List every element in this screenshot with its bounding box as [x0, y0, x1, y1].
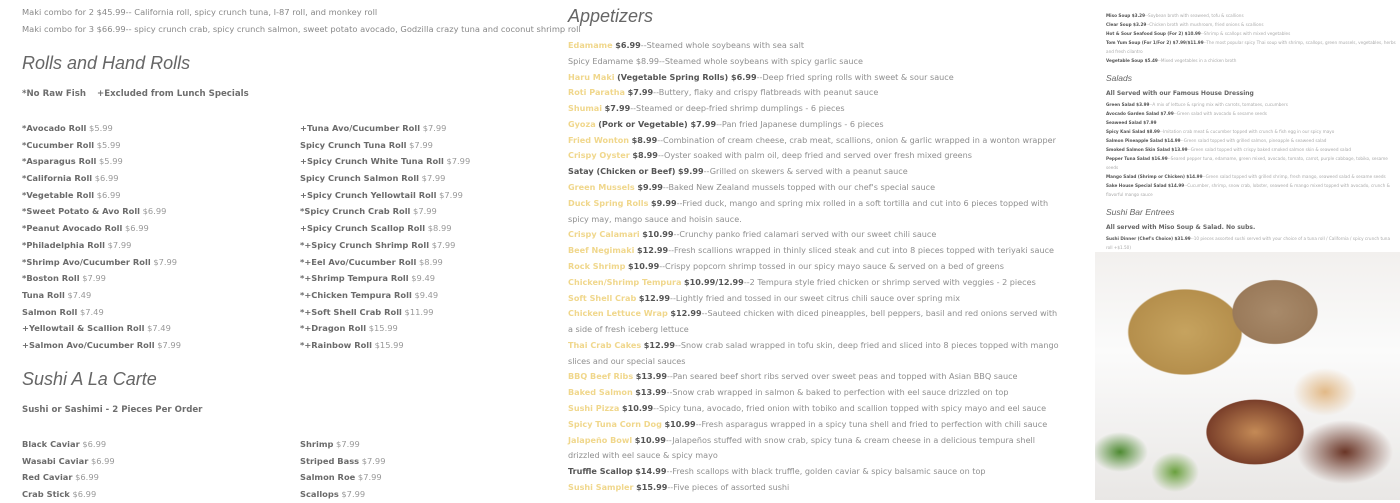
appetizer-description: --Fresh scallions wrapped in thinly sliced steak and cut into 8 pieces topped with teriyaki sauce	[668, 245, 1055, 256]
item-price: $11.99	[404, 306, 434, 317]
food-photo-hibachi-plate	[1095, 252, 1400, 500]
item-price: $5.99	[89, 123, 113, 133]
item-name: *+Soft Shell Crab Roll	[300, 306, 402, 317]
menu-item	[1106, 145, 1396, 154]
item-price: $15.99	[374, 339, 404, 350]
appetizer-name: Crispy Calamari	[568, 229, 640, 240]
item-name: Salmon Roll	[22, 306, 78, 317]
appetizer-name: Spicy Tuna Corn Dog	[568, 418, 662, 429]
item-name: Red Caviar	[22, 472, 73, 483]
appetizer-item	[568, 54, 1060, 70]
appetizer-price: $12.99	[636, 245, 669, 256]
menu-item	[300, 137, 470, 154]
appetizer-name: Sushi Sampler	[568, 481, 634, 492]
menu-item	[22, 453, 115, 470]
item-price: $7.99	[422, 123, 447, 133]
item-name: +Tuna Avo/Cucumber Roll	[300, 123, 421, 133]
item-price: $7.49	[67, 289, 92, 300]
item-name-price: Tom Yum Soup (For 1/For 2) $7.99/$11.99	[1106, 40, 1204, 45]
item-description: --Green salad with avocado & sesame seeds	[1173, 111, 1267, 116]
appetizer-name: Roti Paratha	[568, 87, 625, 98]
appetizer-price: $10.99	[642, 229, 674, 240]
item-name: *Peanut Avocado Roll	[22, 223, 123, 234]
appetizer-item	[568, 417, 1060, 433]
appetizer-name: Edamame	[568, 40, 613, 50]
item-name-price: Sake House Special Salad $14.99	[1106, 183, 1185, 188]
soups-list	[1106, 11, 1396, 65]
item-name: Salmon Roe	[300, 472, 356, 483]
menu-item	[22, 304, 181, 321]
menu-item	[1106, 38, 1396, 56]
salads-list	[1106, 100, 1396, 199]
appetizer-item	[568, 275, 1060, 291]
item-name: Black Caviar	[22, 439, 80, 449]
entrees-list	[1106, 234, 1396, 252]
menu-item	[1106, 136, 1396, 145]
appetizer-name: Thai Crab Cakes	[568, 339, 642, 350]
rolls-list-right	[300, 120, 470, 354]
item-description: --Soybean broth with seaweed, tofu & scallions	[1145, 13, 1244, 18]
appetizer-item	[568, 164, 1060, 180]
appetizer-description: --2 Tempura style fried chicken or shrimp served with veggies - 2 pieces	[743, 276, 1036, 287]
item-price: $7.99	[341, 489, 366, 500]
item-description: --The most popular spicy Thai soup with shrimp, scallops, green mussels, vegetables, herbs and fresh cilantro	[1106, 40, 1396, 54]
appetizer-description: --Steamed whole soybeans with spicy garlic sauce	[659, 55, 863, 66]
appetizer-item	[568, 401, 1060, 417]
appetizer-item	[568, 196, 1060, 228]
appetizer-name: Rock Shrimp	[568, 260, 626, 271]
appetizer-description: --Jalapeños stuffed with snow crab, spicy tuna & cream cheese in a delicious tempura shell drizzled with eel sauce & spicy mayo	[568, 434, 1036, 461]
excluded-note: +Excluded from Lunch Specials	[97, 89, 249, 99]
item-price: $7.99	[157, 339, 181, 350]
appetizer-item	[568, 227, 1060, 243]
appetizer-name: Soft Shell Crab	[568, 292, 637, 303]
item-name: *+Rainbow Roll	[300, 339, 372, 350]
item-price: $5.99	[99, 156, 123, 167]
appetizer-price: $9.99	[678, 166, 704, 177]
item-name-price: Salmon Pineapple Salad $14.99	[1106, 138, 1181, 143]
appetizer-price: $8.99	[635, 55, 660, 66]
appetizer-item	[568, 464, 1060, 480]
appetizer-name: Sushi Pizza	[568, 402, 620, 413]
appetizer-price: $13.99	[635, 371, 667, 382]
menu-item	[300, 187, 470, 204]
item-price: $6.99	[82, 439, 107, 449]
appetizer-description: --Steamed whole soybeans with sea salt	[640, 40, 804, 50]
appetizer-description: --Baked New Zealand mussels topped with our chef's special sauce	[662, 182, 936, 193]
menu-item	[22, 287, 181, 304]
appetizer-item	[568, 480, 1060, 496]
appetizer-price: $14.99	[635, 466, 667, 477]
item-name: *Sweet Potato & Avo Roll	[22, 206, 141, 217]
appetizer-name: Green Mussels	[568, 182, 635, 193]
item-description: --Green salad topped with grilled shrimp, fresh mango, seaweed salad & sesame seeds	[1202, 174, 1386, 179]
alacarte-list-left	[22, 436, 115, 503]
appetizer-description: --Snow crab salad wrapped in tofu skin, deep fried and sliced into 8 pieces topped with mango slices and our special sauces	[568, 339, 1059, 366]
appetizer-name: Truffle Scallop	[568, 466, 633, 477]
menu-item	[1106, 118, 1396, 127]
item-description: --Imitation crab meat & cucumber topped with crunch & fish egg in our spicy mayo	[1159, 129, 1335, 134]
item-name-price: Mango Salad (Shrimp or Chicken) $14.99	[1106, 174, 1203, 179]
item-price: $6.99	[142, 206, 167, 217]
appetizer-name: Spicy Edamame	[568, 55, 634, 66]
menu-item	[300, 486, 385, 503]
item-name: Tuna Roll	[22, 289, 65, 300]
appetizer-description: --Pan fried Japanese dumplings - 6 pieces	[716, 118, 884, 129]
item-price: $6.99	[125, 223, 149, 234]
appetizer-description: --Grilled on skewers & served with a peanut sauce	[703, 166, 908, 177]
item-price: $5.99	[96, 139, 121, 150]
appetizer-price: (Pork or Vegetable) $7.99	[598, 118, 717, 129]
appetizer-description: --Fresh scallops with black truffle, golden caviar & spicy balsamic sauce on top	[666, 466, 986, 477]
menu-item	[22, 237, 181, 254]
appetizers-list	[568, 38, 1060, 496]
item-price: $7.99	[82, 273, 106, 284]
item-name: *Boston Roll	[22, 273, 80, 284]
menu-item	[22, 220, 181, 237]
appetizer-item	[568, 338, 1060, 370]
appetizer-price: $13.99	[635, 387, 667, 398]
item-price: $7.99	[409, 139, 433, 150]
item-price: $6.99	[75, 472, 99, 483]
item-description: --Seared pepper tuna, edamame, green mixed, avocado, tomato, carrot, purple cabbage, tobiko, sesame seeds	[1106, 156, 1388, 170]
menu-item	[300, 436, 385, 453]
item-name-price: Green Salad $3.99	[1106, 102, 1150, 107]
item-price: $7.99	[153, 256, 178, 267]
item-name: *Shrimp Avo/Cucumber Roll	[22, 256, 151, 267]
appetizer-name: Baked Salmon	[568, 387, 633, 398]
appetizer-name: Shumai	[568, 103, 603, 114]
menu-item	[300, 203, 470, 220]
item-name: Spicy Crunch Tuna Roll	[300, 139, 407, 150]
appetizer-description: --Deep fried spring rolls with sweet & sour sauce	[756, 71, 954, 82]
maki-combo-2: Maki combo for 2 $45.99-- California roll, spicy crunch tuna, I-87 roll, and monkey roll	[22, 7, 378, 17]
appetizer-item	[568, 133, 1060, 149]
item-price: $7.49	[79, 306, 104, 317]
item-price: $8.99	[427, 223, 452, 234]
item-name-price: Clear Soup $3.29	[1106, 22, 1147, 27]
menu-item	[22, 270, 181, 287]
appetizer-price: $10.99/12.99	[684, 276, 744, 287]
item-price: $15.99	[368, 323, 398, 334]
item-name-price: Pepper Tuna Salad $16.99	[1106, 156, 1168, 161]
appetizer-name: Gyoza	[568, 118, 596, 129]
appetizer-item	[568, 117, 1060, 133]
menu-item	[22, 436, 115, 453]
item-name: *+Shrimp Tempura Roll	[300, 273, 409, 284]
item-description: --Green salad topped with grilled salmon, pineapple & seaweed salad	[1180, 138, 1327, 143]
item-price: $6.99	[96, 189, 121, 200]
salads-subtitle: All Served with our Famous House Dressing	[1106, 90, 1254, 97]
appetizer-price: $12.99	[670, 308, 702, 319]
appetizer-name: Chicken Lettuce Wrap	[568, 308, 668, 319]
menu-item	[1106, 20, 1396, 29]
menu-item	[300, 337, 470, 354]
entrees-subtitle: All served with Miso Soup & Salad. No subs.	[1106, 224, 1256, 231]
appetizer-description: --Steamed or deep-fried shrimp dumplings - 6 pieces	[630, 103, 845, 114]
menu-item	[300, 287, 470, 304]
soups-heading-cut	[1106, 0, 1396, 9]
menu-item	[300, 153, 470, 170]
item-name: *+Eel Avo/Cucumber Roll	[300, 256, 417, 267]
appetizer-name: Duck Spring Rolls	[568, 197, 649, 208]
appetizer-price: $15.99	[636, 481, 668, 492]
item-name: *California Roll	[22, 173, 93, 184]
appetizer-description: --Lightly fried and tossed in our sweet citrus chili sauce over spring mix	[670, 292, 960, 303]
appetizer-item	[568, 291, 1060, 307]
appetizer-description: --Crispy popcorn shrimp tossed in our spicy mayo sauce & served on a bed of greens	[659, 260, 1004, 271]
item-price: $8.99	[419, 256, 443, 267]
appetizer-item	[568, 433, 1060, 465]
menu-item	[300, 469, 385, 486]
item-price: $6.99	[94, 173, 119, 184]
item-name: +Spicy Crunch Yellowtail Roll	[300, 189, 437, 200]
appetizer-price: $7.99	[604, 103, 631, 114]
appetizer-description: --Five pieces of assorted sushi	[667, 481, 790, 492]
menu-item	[22, 486, 115, 503]
appetizer-name: Satay (Chicken or Beef)	[568, 166, 676, 177]
appetizer-description: --Crunchy panko fried calamari served with our sweet chili sauce	[673, 229, 937, 240]
appetizer-name: Beef Negimaki	[568, 245, 635, 256]
menu-item	[1106, 100, 1396, 109]
item-name-price: Smoked Salmon Skin Salad $13.99	[1106, 147, 1188, 152]
item-name: *+Dragon Roll	[300, 323, 367, 334]
item-name-price: Sushi Dinner (Chef's Choice) $31.99	[1106, 236, 1191, 241]
item-name: *+Chicken Tempura Roll	[300, 289, 412, 300]
item-price: $7.99	[336, 439, 360, 449]
item-description: --Cucumber, shrimp, snow crab, lobster, seaweed & mango mixed topped with avocado, crunch & flavorful mango sauce	[1106, 183, 1390, 197]
item-price: $9.49	[411, 273, 436, 284]
appetizer-price: $10.99	[621, 402, 654, 413]
appetizer-item	[568, 101, 1060, 117]
appetizer-item	[568, 85, 1060, 101]
menu-item	[1106, 127, 1396, 136]
menu-item	[1106, 109, 1396, 118]
appetizer-description: --Fried duck, mango and spring mix rolled in a soft tortilla and cut into 6 pieces topped with spicy may, mango sauce and hoisin sauce.	[568, 197, 1049, 224]
appetizer-name: BBQ Beef Ribs	[568, 371, 634, 382]
menu-item	[300, 220, 470, 237]
item-description: --Shrimp & scallops with mixed vegetables	[1200, 31, 1291, 36]
menu-item	[22, 153, 181, 170]
item-description: --Chicken broth with mushroom, fried onions & scallions	[1146, 22, 1264, 27]
item-price: $6.99	[90, 455, 115, 466]
appetizer-price: $8.99	[631, 134, 658, 145]
appetizer-name: Crispy Oyster	[568, 150, 630, 161]
rolls-heading: Rolls and Hand Rolls	[22, 53, 191, 73]
menu-item	[1106, 29, 1396, 38]
appetizer-description: --Fresh asparagus wrapped in a spicy tuna shell and fried to perfection with chili sauce	[695, 418, 1048, 429]
item-name: Scallops	[300, 489, 339, 500]
menu-item	[22, 120, 181, 137]
no-raw-fish-note: *No Raw Fish	[22, 89, 86, 99]
appetizer-item	[568, 259, 1060, 275]
item-name: +Spicy Crunch Scallop Roll	[300, 223, 426, 234]
item-name: +Salmon Avo/Cucumber Roll	[22, 339, 155, 350]
item-name: Shrimp	[300, 439, 334, 449]
menu-item	[22, 337, 181, 354]
item-price: $7.99	[413, 206, 437, 217]
appetizer-price: $9.99	[637, 182, 663, 193]
item-name: Striped Bass	[300, 455, 360, 466]
item-price: $7.99	[357, 472, 382, 483]
item-name: +Yellowtail & Scallion Roll	[22, 323, 145, 334]
appetizer-item	[568, 180, 1060, 196]
appetizer-price: $7.99	[627, 87, 654, 98]
item-name: *+Spicy Crunch Shrimp Roll	[300, 239, 430, 250]
appetizer-item	[568, 306, 1060, 338]
salads-heading: Salads	[1106, 73, 1132, 83]
item-name: *Vegetable Roll	[22, 189, 95, 200]
item-description: --A mix of lettuce & spring mix with carrots, tomatoes, cucumbers	[1149, 102, 1288, 107]
item-name: Wasabi Caviar	[22, 455, 89, 466]
item-price: $7.99	[361, 455, 386, 466]
item-price: $7.99	[421, 173, 446, 184]
appetizer-description: --Sauteed chicken with diced pineapples, bell peppers, basil and red onions served with a side of fresh iceberg lettuce	[568, 308, 1058, 335]
appetizer-description: --Snow crab wrapped in salmon & baked to perfection with eel sauce drizzled on top	[666, 387, 1009, 398]
alacarte-heading: Sushi A La Carte	[22, 369, 157, 389]
appetizer-price: (Vegetable Spring Rolls) $6.99	[617, 71, 757, 82]
appetizer-name: Haru Maki	[568, 71, 615, 82]
item-name: *Cucumber Roll	[22, 139, 95, 150]
menu-item	[22, 137, 181, 154]
item-name: *Philadelphia Roll	[22, 239, 105, 250]
appetizer-name: Jalapeño Bowl	[568, 434, 633, 445]
menu-item	[300, 304, 470, 321]
menu-item	[300, 254, 470, 271]
menu-item	[300, 120, 470, 137]
right-menu-column	[1106, 0, 1396, 252]
menu-item	[22, 320, 181, 337]
appetizer-item	[568, 243, 1060, 259]
item-description: --Green salad topped with crispy baked smoked salmon skin & seaweed salad	[1187, 147, 1352, 152]
appetizer-description: --Oyster soaked with palm oil, deep fried and served over fresh mixed greens	[657, 150, 972, 161]
appetizer-description: --Pan seared beef short ribs served over sweet peas and topped with Asian BBQ sauce	[666, 371, 1018, 382]
alacarte-subtitle: Sushi or Sashimi - 2 Pieces Per Order	[22, 405, 203, 415]
item-name-price: Vegetable Soup $5.49	[1106, 58, 1158, 63]
item-price: $9.49	[414, 289, 439, 300]
appetizer-item	[568, 369, 1060, 385]
menu-item	[22, 187, 181, 204]
appetizer-price: $10.99	[634, 434, 666, 445]
appetizer-item	[568, 38, 1060, 54]
appetizer-price: $12.99	[638, 292, 671, 303]
item-name: *Spicy Crunch Crab Roll	[300, 206, 411, 217]
appetizer-price: $10.99	[627, 260, 660, 271]
menu-item	[22, 203, 181, 220]
item-description: --Mixed vegetables in a chicken broth	[1157, 58, 1237, 63]
appetizer-price: $12.99	[643, 339, 676, 350]
menu-item	[300, 237, 470, 254]
item-name: Spicy Crunch Salmon Roll	[300, 173, 420, 184]
item-price: $7.99	[439, 189, 463, 200]
item-name: Crab Stick	[22, 489, 70, 500]
menu-item	[300, 320, 470, 337]
item-name: *Avocado Roll	[22, 123, 87, 133]
appetizer-name: Chicken/Shrimp Tempura	[568, 276, 682, 287]
maki-combo-3: Maki combo for 3 $66.99-- spicy crunch crab, spicy crunch salmon, sweet potato avocado, Godzilla crazy tuna and coconut shrimp roll	[22, 24, 581, 34]
appetizer-item	[568, 385, 1060, 401]
appetizer-price: $8.99	[632, 150, 658, 161]
item-name-price: Seaweed Salad $7.99	[1106, 120, 1157, 125]
item-name-price: Avocado Garden Salad $7.99	[1106, 111, 1174, 116]
appetizer-description: --Buttery, flaky and crispy flatbreads with peanut sauce	[653, 87, 879, 98]
appetizer-price: $10.99	[664, 418, 696, 429]
menu-item	[1106, 56, 1396, 65]
item-name-price: Spicy Kani Salad $8.99	[1106, 129, 1160, 134]
menu-item	[1106, 234, 1396, 252]
appetizer-description: --Spicy tuna, avocado, fried onion with tobiko and scallion topped with spicy mayo and eel sauce	[653, 402, 1047, 413]
menu-item	[22, 254, 181, 271]
rolls-list-left	[22, 120, 181, 354]
menu-item	[1106, 11, 1396, 20]
item-description: --10 pieces assorted sushi served with your choice of a tuna roll / California / spicy crunch tuna roll +$1.50)	[1106, 236, 1391, 250]
item-name-price: Hot & Sour Seafood Soup (For 2) $10.99	[1106, 31, 1201, 36]
menu-item	[1106, 154, 1396, 172]
menu-item	[300, 270, 470, 287]
menu-item	[1106, 181, 1396, 199]
appetizer-price: $6.99	[615, 40, 641, 50]
entrees-heading: Sushi Bar Entrees	[1106, 207, 1175, 217]
item-name-price: Miso Soup $3.29	[1106, 13, 1146, 18]
menu-item	[300, 453, 385, 470]
menu-item	[22, 170, 181, 187]
item-name: *Asparagus Roll	[22, 156, 97, 167]
alacarte-list-right	[300, 436, 385, 503]
item-name: +Spicy Crunch White Tuna Roll	[300, 156, 444, 167]
appetizer-price: $9.99	[650, 197, 677, 208]
item-price: $7.99	[107, 239, 132, 250]
item-price: $7.99	[431, 239, 456, 250]
appetizer-item	[568, 70, 1060, 86]
appetizer-name: Fried Wonton	[568, 134, 630, 145]
menu-item	[22, 469, 115, 486]
item-price: $6.99	[72, 489, 97, 500]
menu-item	[300, 170, 470, 187]
appetizers-heading: Appetizers	[568, 6, 654, 26]
appetizer-description: --Combination of cream cheese, crab meat, scallions, onion & garlic wrapped in a wonton wrapper	[657, 134, 1056, 145]
menu-item	[1106, 172, 1396, 181]
item-price: $7.49	[147, 323, 171, 334]
item-price: $7.99	[446, 156, 471, 167]
appetizer-item	[568, 148, 1060, 164]
